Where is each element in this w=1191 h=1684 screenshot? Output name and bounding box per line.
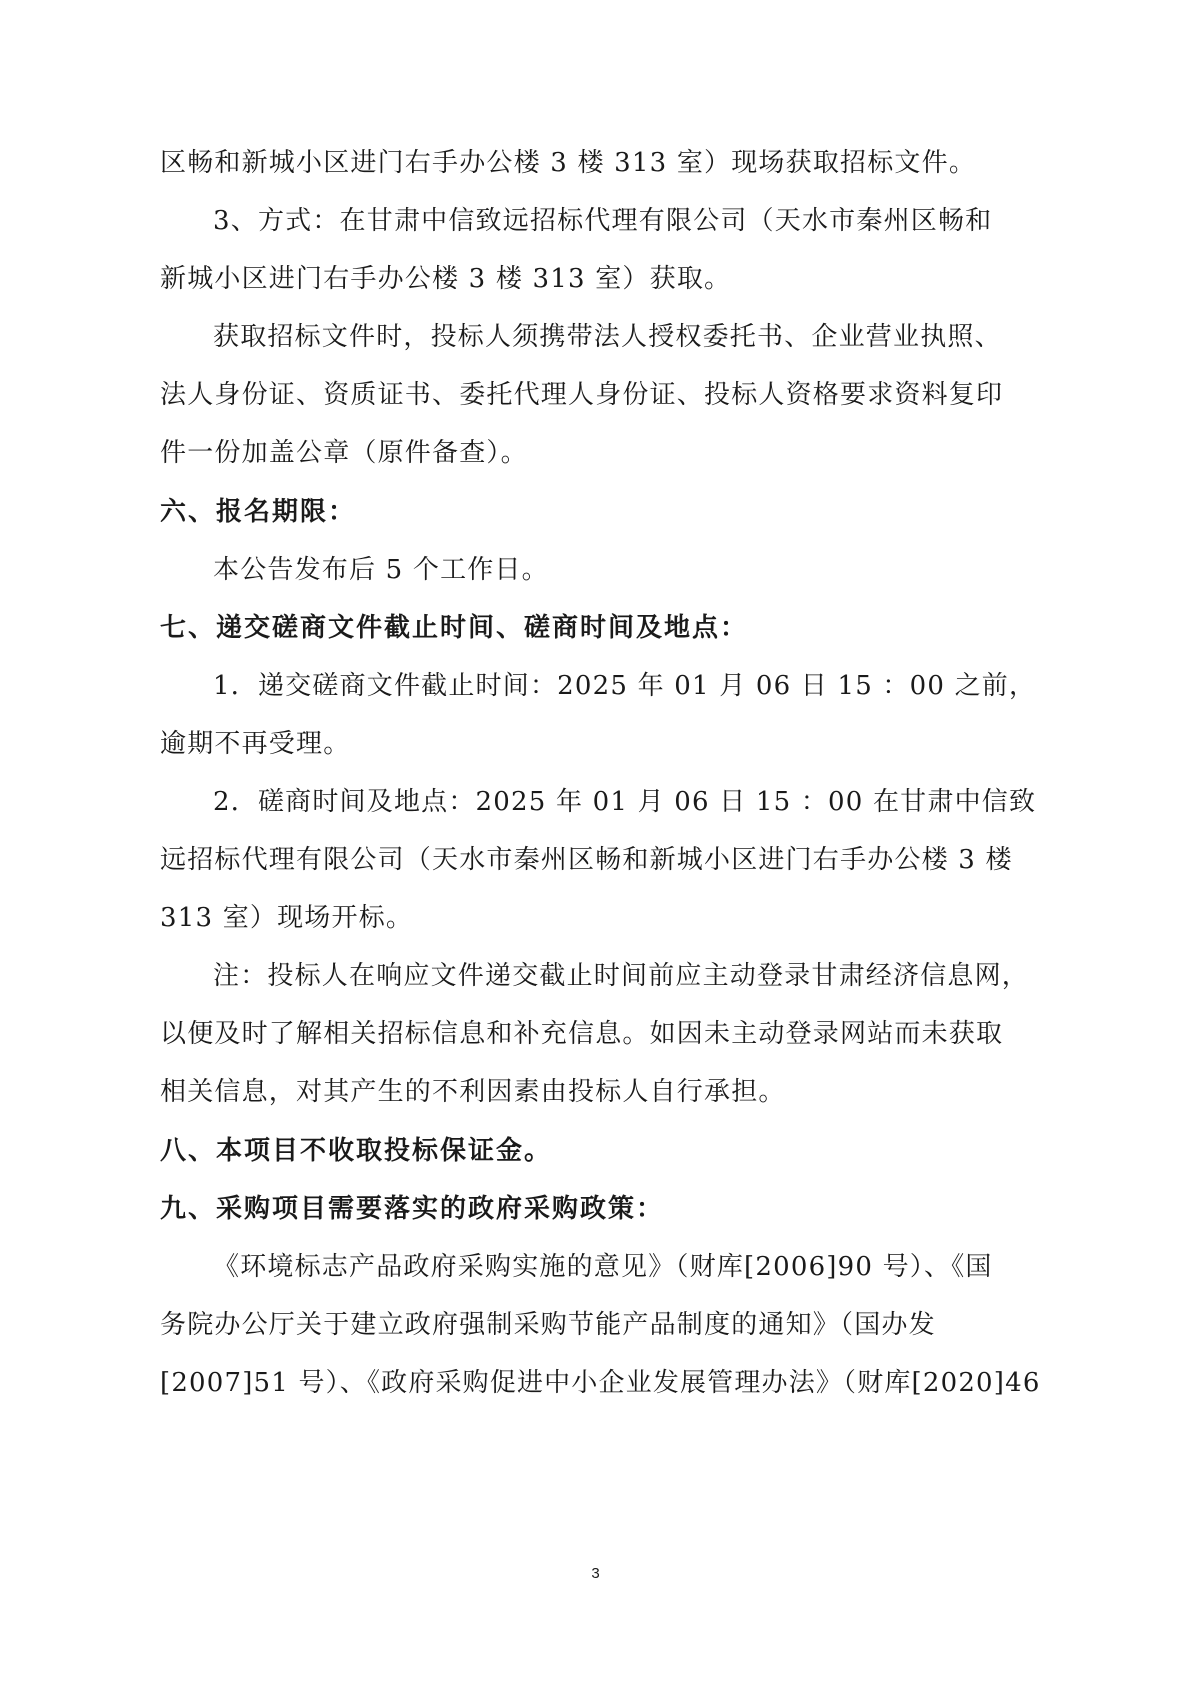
- paragraph-line: 2．磋商时间及地点：2025 年 01 月 06 日 15 ：00 在甘肃中信致: [213, 787, 1037, 817]
- paragraph-line: 313 室）现场开标。: [160, 903, 414, 933]
- section-heading-procurement-policy: 九、采购项目需要落实的政府采购政策：: [160, 1194, 665, 1224]
- paragraph-line: 相关信息，对其产生的不利因素由投标人自行承担。: [160, 1077, 786, 1107]
- paragraph-line: 获取招标文件时，投标人须携带法人授权委托书、企业营业执照、: [213, 322, 1002, 352]
- paragraph-line: 远招标代理有限公司（天水市秦州区畅和新城小区进门右手办公楼 3 楼: [160, 845, 1013, 875]
- page-number: 3: [591, 1565, 600, 1582]
- paragraph-line: 3、方式：在甘肃中信致远招标代理有限公司（天水市秦州区畅和: [213, 206, 993, 236]
- paragraph-line: 本公告发布后 5 个工作日。: [213, 555, 549, 585]
- section-heading-registration-period: 六、报名期限：: [160, 497, 357, 527]
- section-heading-deadline: 七、递交磋商文件截止时间、磋商时间及地点：: [160, 613, 749, 643]
- paragraph-line: 件一份加盖公章（原件备查）。: [160, 438, 528, 468]
- paragraph-line: 逾期不再受理。: [160, 729, 351, 759]
- paragraph-line: 新城小区进门右手办公楼 3 楼 313 室）获取。: [160, 264, 732, 294]
- paragraph-line: 区畅和新城小区进门右手办公楼 3 楼 313 室）现场获取招标文件。: [160, 148, 977, 178]
- paragraph-line: 注：投标人在响应文件递交截止时间前应主动登录甘肃经济信息网，: [213, 961, 1030, 991]
- paragraph-line: 《环境标志产品政府采购实施的意见》（财库[2006]90 号）、《国: [213, 1252, 993, 1282]
- paragraph-line: 以便及时了解相关招标信息和补充信息。如因未主动登录网站而未获取: [160, 1019, 1004, 1049]
- paragraph-line: 务院办公厅关于建立政府强制采购节能产品制度的通知》（国办发: [160, 1310, 936, 1340]
- section-heading-no-deposit: 八、本项目不收取投标保证金。: [160, 1136, 553, 1166]
- paragraph-line: [2007]51 号）、《政府采购促进中小企业发展管理办法》（财库[2020]46: [160, 1368, 1041, 1398]
- paragraph-line: 1．递交磋商文件截止时间：2025 年 01 月 06 日 15 ：00 之前，: [213, 671, 1037, 701]
- paragraph-line: 法人身份证、资质证书、委托代理人身份证、投标人资格要求资料复印: [160, 380, 1004, 410]
